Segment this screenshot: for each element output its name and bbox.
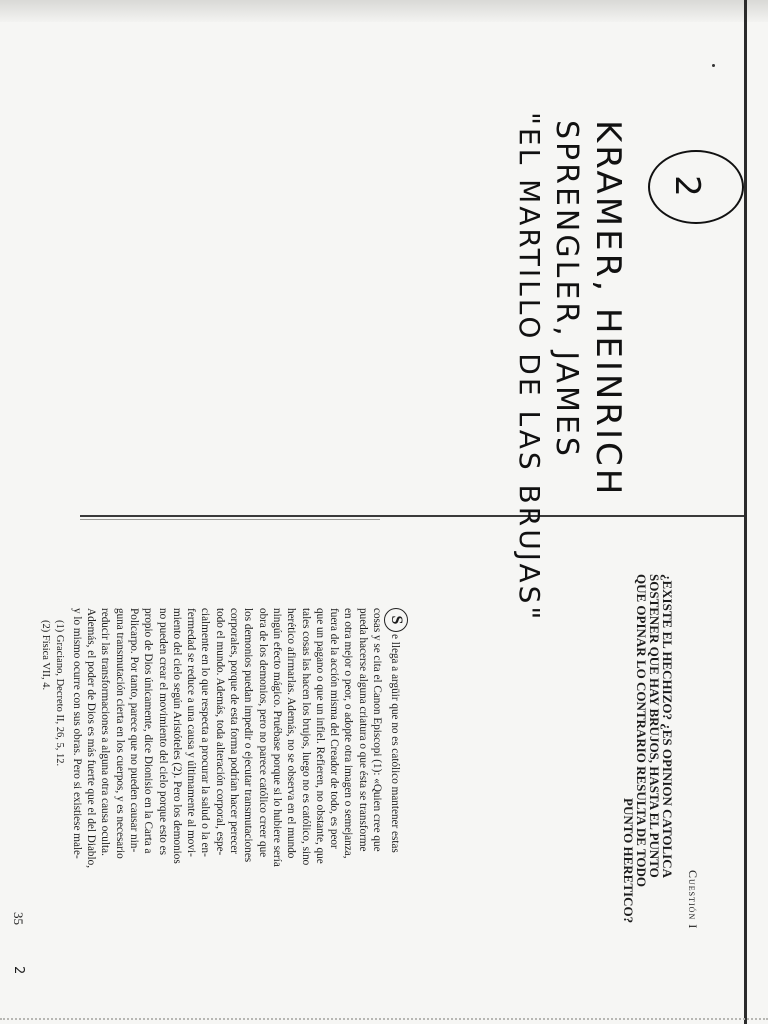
body-line: fuera de la acción misma del Creador de todo, es peor <box>328 608 341 849</box>
scan-bottom-edge <box>0 1018 768 1022</box>
body-line: corporales, porque de esta forma podrían hacer perecer <box>228 608 241 854</box>
body-line: fermedad se reduce a una causa y últimamente al movi- <box>185 608 198 857</box>
footnotes <box>38 620 66 766</box>
body-line: cosas y se cita el Canon Episcopi (1): «Quien cree que <box>371 608 383 852</box>
footnote: (2) Física VII, 4. <box>40 620 51 691</box>
body-line: obra de los demonios, pero no parece católico creer que <box>256 608 269 858</box>
body-text <box>69 608 408 926</box>
scan-top-edge <box>0 0 768 22</box>
body-line: en otra mejor o peor, o adopte otra imagen o semejanza, <box>342 608 355 859</box>
handwritten-page-number: 2 <box>11 966 26 975</box>
body-line: reducir las transformaciones a alguna otra causa oculta. <box>99 608 112 856</box>
handwritten-book-title: "EL MARTILLO DE LAS BRUJAS" <box>513 112 546 623</box>
body-line: los demonios puedan impedir o ejecutar transmutaciones <box>242 608 255 863</box>
page-number: 35 <box>11 912 26 925</box>
body-line: que un pagano o que un infiel. Refieren, no obstante, que <box>313 608 326 864</box>
handwritten-author-2: SPRENGLER, JAMES <box>549 120 584 459</box>
circled-number: 2 <box>666 175 707 197</box>
body-line: herético afirmarlas. Además, no se observa en el mundo <box>285 608 298 859</box>
heading-line: SOSTENER QUE HAY BRUJOS, HASTA EL PUNTO <box>647 574 662 878</box>
body-line: Además, el poder de Dios es más fuerte que el del Diablo, <box>85 608 98 869</box>
scan-right-edge <box>744 0 747 1024</box>
body-line: Policarpo. Por tanto, parece que no pueden causar nin- <box>127 608 140 853</box>
page-fold-shadow <box>80 519 380 520</box>
drop-cap: S <box>384 608 408 632</box>
scan-speck <box>712 64 715 67</box>
handwritten-author-1: KRAMER, HEINRICH <box>588 120 628 498</box>
body-line: y lo mismo ocurre con sus obras. Pero si existiese male- <box>70 608 83 859</box>
heading-line: ¿EXISTE EL HECHIZO? ¿ES OPINION CATOLICA <box>660 574 675 879</box>
body-line: no pueden crear el movimiento del cielo porque esto es <box>156 608 169 855</box>
page-fold-line <box>80 515 744 517</box>
heading-line: QUE OPINAR LO CONTRARIO RESULTA DE TODO <box>634 574 649 888</box>
heading-line: PUNTO HERETICO? <box>621 798 636 924</box>
body-line: pueda hacerse alguna criatura o que ésta se transforme <box>356 608 369 852</box>
body-line: tales cosas las hacen los brujos, luego no es católico, sino <box>299 608 312 866</box>
body-line: ningún efecto mágico. Pruébase porque si lo hubiere sería <box>270 608 283 867</box>
body-line: propio de Dios únicamente, dice Dionisio en la Carta a <box>142 608 155 854</box>
body-line: cialmente en lo que respecta a procurar la salud o la en- <box>199 608 212 857</box>
body-line: todo el mundo. Además, toda alteración corporal, espe- <box>213 608 226 856</box>
chapter-label: Cuestión I <box>686 870 700 930</box>
footnote: (1) Graciano, Decreto II, 26, 5, 12. <box>54 620 65 767</box>
body-line: miento del cielo según Aristóteles (2). Pero los demonios <box>170 608 183 864</box>
body-line: guna transmutación cierta en los cuerpos, y es necesario <box>113 608 126 859</box>
body-line: Se llega a argüir que no es católico mantener estas <box>384 608 408 926</box>
chapter-heading <box>622 574 674 923</box>
